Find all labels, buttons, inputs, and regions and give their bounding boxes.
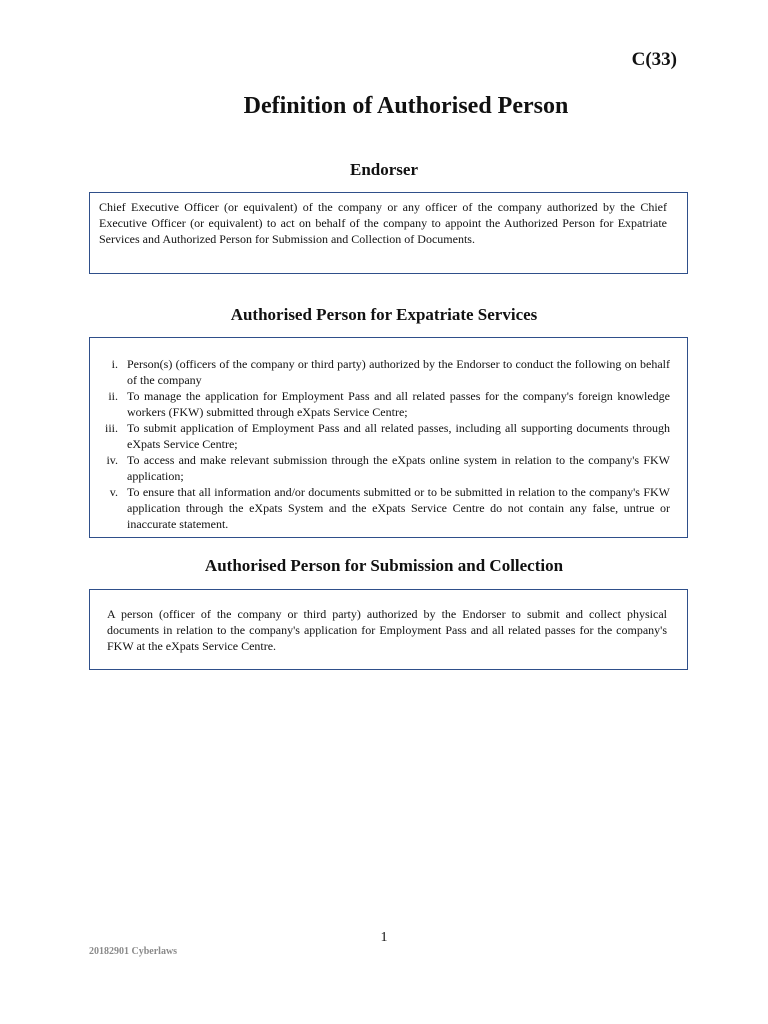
list-item-text: To ensure that all information and/or documents submitted or to be submitted in relation to the company's FKW application through the eXpats System and the eXpats Service Centre do not contain any false, untrue or inaccurate statement. [127, 485, 670, 531]
page-title: Definition of Authorised Person [243, 93, 569, 119]
list-item-text: To access and make relevant submission through the eXpats online system in relation to the company's FKW application; [127, 453, 670, 483]
list-item [98, 484, 670, 532]
endorser-text: Chief Executive Officer (or equivalent) of the company or any officer of the company authorized by the Chief Executive Officer (or equivalent) to act on behalf of the company to appoint the Authorized Person for Expatriate Services and Authorized Person for Submission and Collection of Documents. [99, 200, 667, 246]
expatriate-services-box [89, 337, 688, 538]
submission-collection-heading: Authorised Person for Submission and Collection [204, 556, 564, 575]
list-item-text: Person(s) (officers of the company or third party) authorized by the Endorser to conduct the following on behalf of the company [127, 357, 670, 387]
list-item-text: To manage the application for Employment Pass and all related passes for the company's foreign knowledge workers (FKW) submitted through eXpats Service Centre; [127, 389, 670, 419]
list-numeral: i. [111, 357, 118, 371]
list-numeral: iii. [104, 421, 118, 435]
form-code: C(33) [631, 49, 677, 70]
list-item [98, 452, 670, 484]
page-number: 1 [380, 930, 388, 945]
submission-collection-text: A person (officer of the company or third party) authorized by the Endorser to submit and collect physical documents in relation to the company's application for Employment Pass and all related passes for the company's FKW at the eXpats Service Centre. [107, 607, 667, 653]
list-item [98, 420, 670, 452]
list-numeral: v. [109, 485, 118, 499]
endorser-heading: Endorser [350, 160, 418, 179]
endorser-box [89, 192, 688, 274]
submission-collection-box [89, 589, 688, 670]
list-item-text: To submit application of Employment Pass and all related passes, including all supporting documents through eXpats Service Centre; [127, 421, 670, 451]
expatriate-services-list [98, 356, 670, 532]
list-numeral: iv. [106, 453, 118, 467]
footer-doc-id: 20182901 Cyberlaws [89, 946, 178, 957]
list-numeral: ii. [108, 389, 118, 403]
list-item [98, 388, 670, 420]
list-item [98, 356, 670, 388]
expatriate-services-heading: Authorised Person for Expatriate Services [230, 305, 538, 324]
